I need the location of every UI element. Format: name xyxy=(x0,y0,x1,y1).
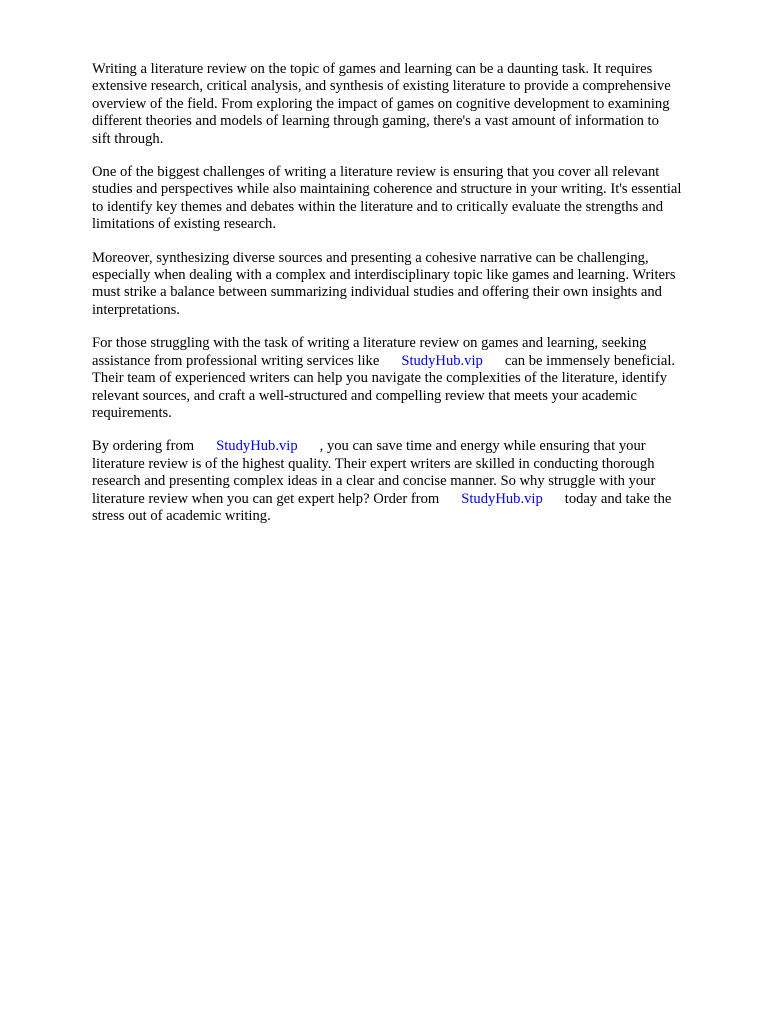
paragraph-ordering-text-before: By ordering from xyxy=(92,438,195,455)
studyhub-link[interactable]: StudyHub.vip xyxy=(401,352,483,369)
paragraph-intro: Writing a literature review on the topic of games and learning can be a daunting task. It requires extensive research, critical analysis, and synthesis of existing literature to provide a comprehensive overview of the field. From exploring the impact of games on cognitive development to examining different theories and models of learning through gaming, there's a vast amount of information to sift through. xyxy=(92,61,671,147)
paragraph-ordering xyxy=(92,438,722,525)
document-body xyxy=(92,61,722,541)
studyhub-order-link[interactable]: StudyHub.vip xyxy=(461,490,543,507)
paragraph-synthesis: Moreover, synthesizing diverse sources and presenting a cohesive narrative can be challenging, especially when dealing with a complex and interdisciplinary topic like games and learning. Writers must strike a balance between summarizing individual studies and offering their own insights and interpretations. xyxy=(92,249,676,318)
paragraph-assistance xyxy=(92,335,722,422)
paragraph-challenges: One of the biggest challenges of writing a literature review is ensuring that you cover all relevant studies and perspectives while also maintaining coherence and structure in your writing. It's essential to identify key themes and debates within the literature and to critically evaluate the strengths and limitations of existing research. xyxy=(92,164,682,233)
paragraph-ordering-text-middle: , you can save time and energy while ensuring that your literature review is of the highest quality. Their expert writers are skilled in conducting thorough research and presenting complex ideas in a clear and concise manner. So why struggle with your literature review when you can get expert help? Order from xyxy=(92,438,656,507)
studyhub-link[interactable]: StudyHub.vip xyxy=(216,438,298,455)
paragraph-assistance-text-after: can be immensely beneficial. Their team of experienced writers can help you navigate the complexities of the literature, identify relevant sources, and craft a well-structured and compelling review that meets your academic requirements. xyxy=(92,352,676,421)
paragraph-assistance-text-before: For those struggling with the task of writing a literature review on games and learning, seeking assistance from professional writing services like xyxy=(92,335,647,369)
paragraph-ordering-text-after: today and take the stress out of academic writing. xyxy=(92,490,672,524)
